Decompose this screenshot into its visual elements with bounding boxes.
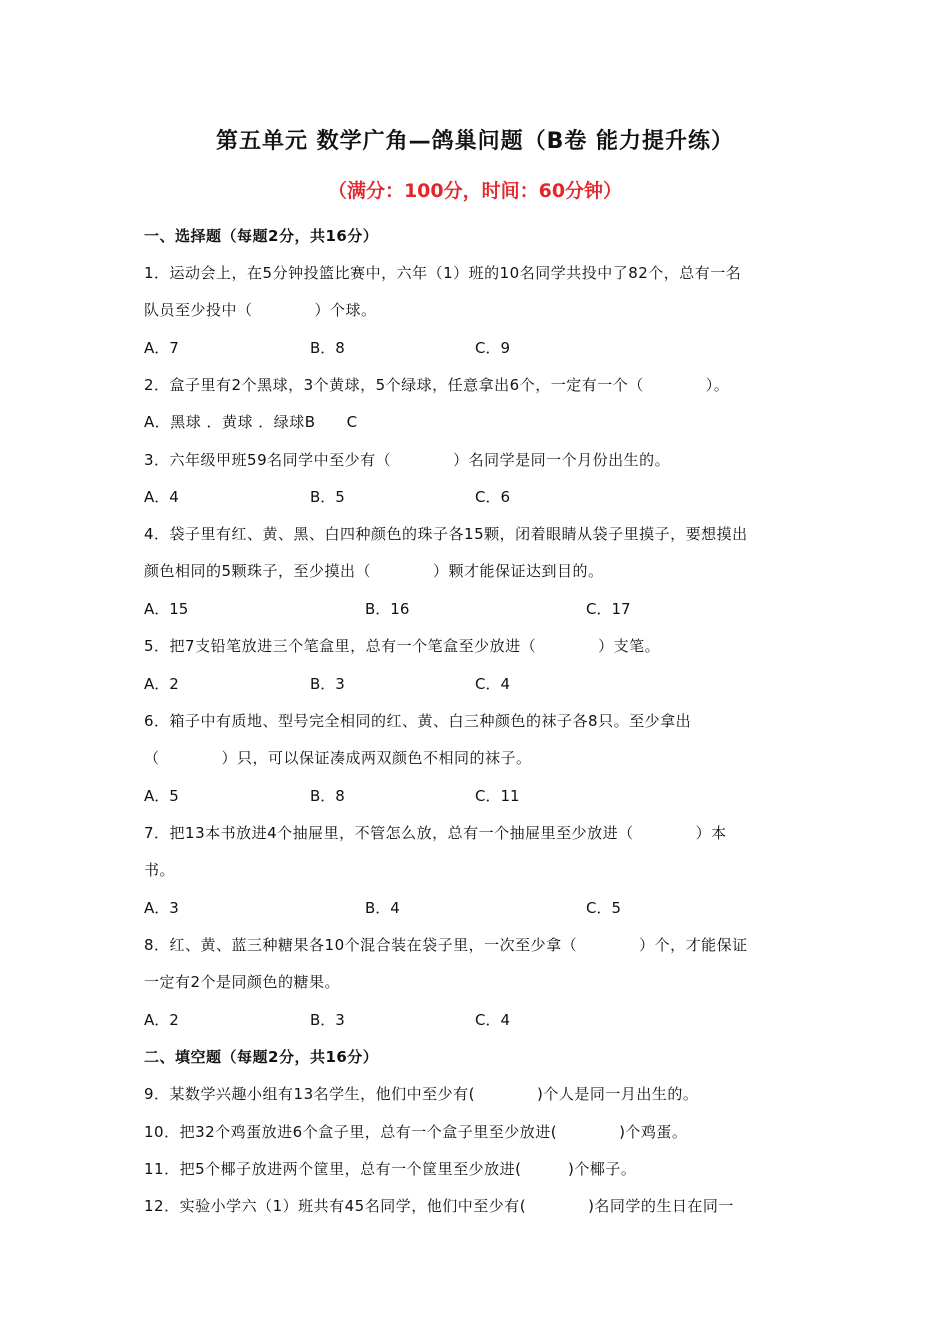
question-4-option-c: C．17 (586, 600, 631, 618)
question-6-option-b: B．8 (310, 787, 345, 805)
question-7-line-2: 书。 (144, 861, 176, 879)
question-5-option-c: C．4 (475, 675, 511, 693)
question-1-line-1: 1．运动会上，在5分钟投篮比赛中，六年（1）班的10名同学共投中了82个，总有一名 (144, 264, 742, 282)
question-7-option-b: B．4 (365, 899, 400, 917)
question-6-line-2: （ ）只，可以保证凑成两双颜色不相同的袜子。 (144, 749, 532, 767)
question-5-option-b: B．3 (310, 675, 345, 693)
question-6-option-c: C．11 (475, 787, 520, 805)
question-1-line-2: 队员至少投中（ ）个球。 (144, 301, 377, 319)
section-heading-fill-in: 二、填空题（每题2分，共16分） (144, 1048, 379, 1066)
question-10: 10．把32个鸡蛋放进6个盒子里，总有一个盒子里至少放进( )个鸡蛋。 (144, 1123, 688, 1141)
score-time-subtitle: （满分：100分，时间：60分钟） (327, 180, 623, 202)
question-4-option-b: B．16 (365, 600, 410, 618)
question-8-option-a: A．2 (144, 1011, 179, 1029)
question-12: 12．实验小学六（1）班共有45名同学，他们中至少有( )名同学的生日在同一 (144, 1197, 734, 1215)
question-4-option-a: A．15 (144, 600, 189, 618)
question-8-line-2: 一定有2个是同颜色的糖果。 (144, 973, 341, 991)
question-6-option-a: A．5 (144, 787, 179, 805)
section-heading-choice: 一、选择题（每题2分，共16分） (144, 227, 379, 245)
question-5-line-1: 5．把7支铅笔放进三个笔盒里，总有一个笔盒至少放进（ ）支笔。 (144, 637, 661, 655)
question-1-option-b: B．8 (310, 339, 345, 357)
question-3-option-a: A．4 (144, 488, 179, 506)
question-4-line-2: 颜色相同的5颗珠子，至少摸出（ ）颗才能保证达到目的。 (144, 562, 604, 580)
question-11: 11．把5个椰子放进两个筐里，总有一个筐里至少放进( )个椰子。 (144, 1160, 637, 1178)
question-8-line-1: 8．红、黄、蓝三种糖果各10个混合装在袋子里，一次至少拿（ ）个，才能保证 (144, 936, 748, 954)
question-3-line-1: 3．六年级甲班59名同学中至少有（ ）名同学是同一个月份出生的。 (144, 451, 671, 469)
question-8-option-c: C．4 (475, 1011, 511, 1029)
question-6-line-1: 6．箱子中有质地、型号完全相同的红、黄、白三种颜色的袜子各8只。至少拿出 (144, 712, 692, 730)
question-9: 9．某数学兴趣小组有13名学生，他们中至少有( )个人是同一月出生的。 (144, 1085, 699, 1103)
question-7-line-1: 7．把13本书放进4个抽屉里，不管怎么放，总有一个抽屉里至少放进（ ）本 (144, 824, 727, 842)
question-1-option-a: A．7 (144, 339, 179, 357)
question-2-line-1: 2．盒子里有2个黑球，3个黄球，5个绿球，任意拿出6个，一定有一个（ ）。 (144, 376, 730, 394)
question-7-option-a: A．3 (144, 899, 179, 917)
question-1-option-c: C．9 (475, 339, 511, 357)
question-4-line-1: 4．袋子里有红、黄、黑、白四种颜色的珠子各15颗，闭着眼睛从袋子里摸子，要想摸出 (144, 525, 748, 543)
page-title: 第五单元 数学广角—鸽巢问题（B卷 能力提升练） (215, 129, 735, 154)
question-2-options: A．黑球 ．黄球 ．绿球B C (144, 413, 358, 431)
question-8-option-b: B．3 (310, 1011, 345, 1029)
question-7-option-c: C．5 (586, 899, 622, 917)
question-3-option-c: C．6 (475, 488, 511, 506)
question-3-option-b: B．5 (310, 488, 345, 506)
question-5-option-a: A．2 (144, 675, 179, 693)
